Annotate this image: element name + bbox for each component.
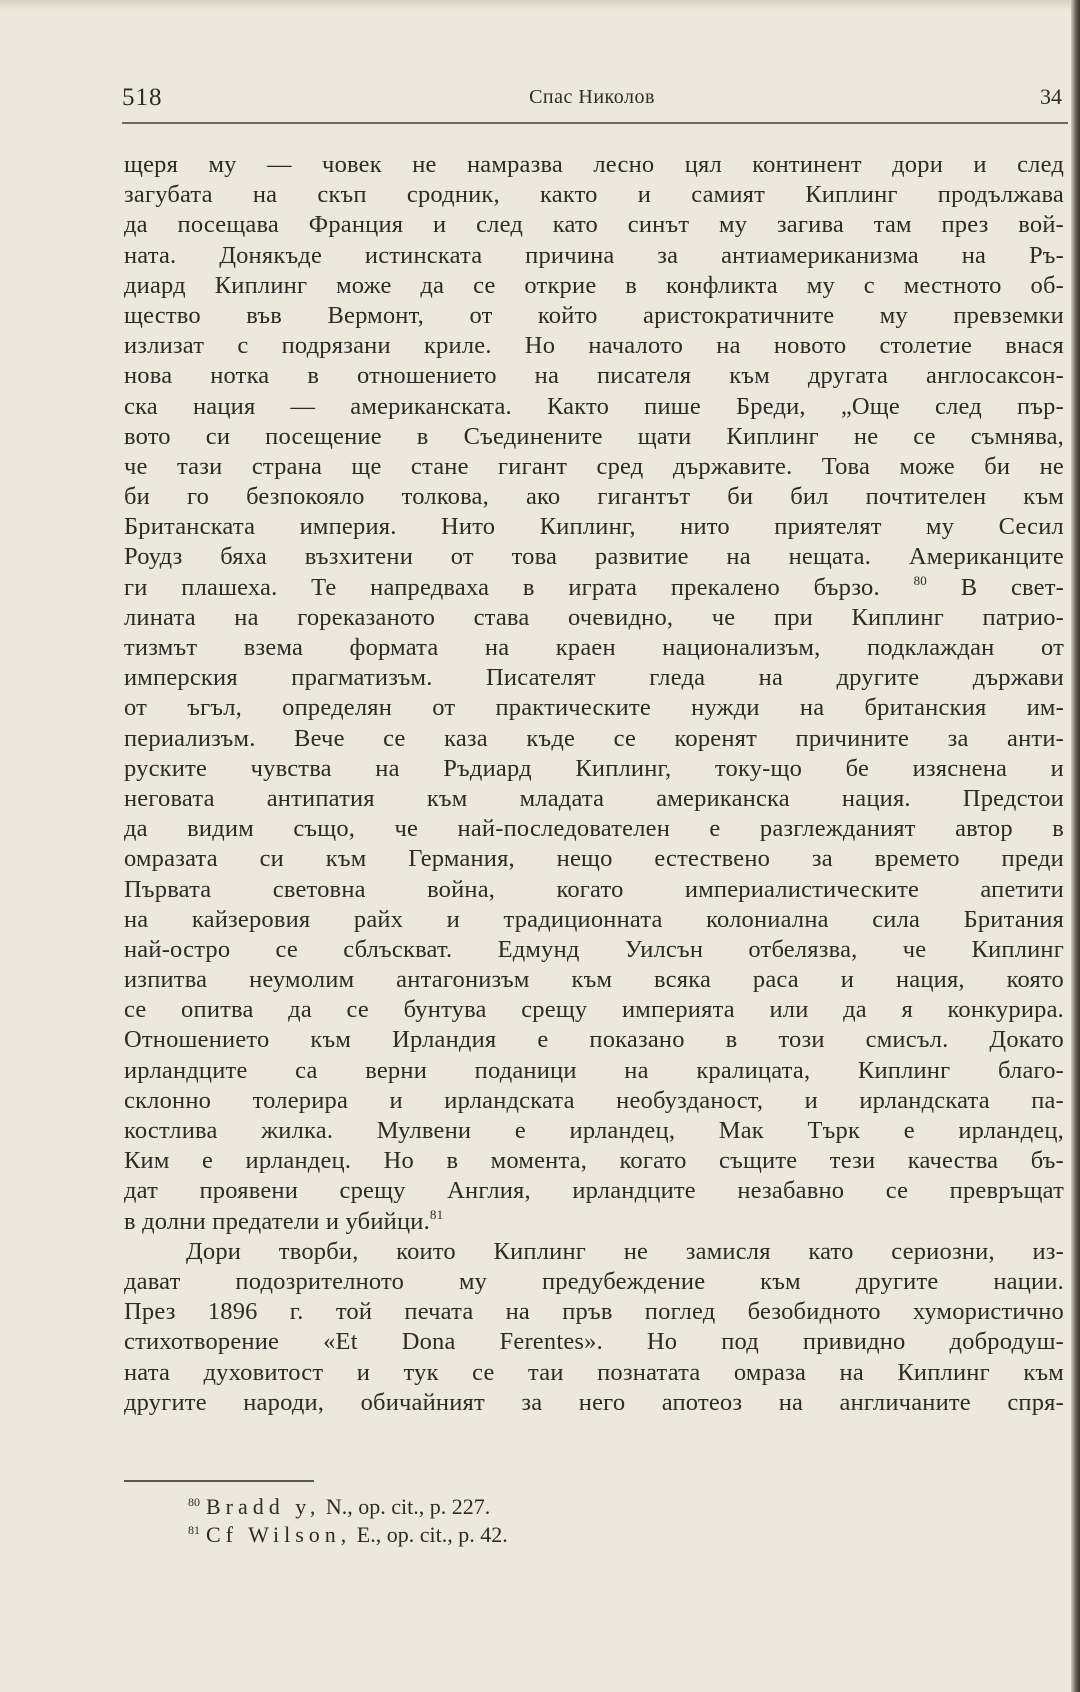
text-line: другите народи, обичайният за него апотеоз на англичаните спря- [124, 1388, 1064, 1416]
footnote-ref-80: 80 [913, 572, 927, 588]
text-line: дават подозрителното му предубеждение към другите нации. [124, 1267, 1064, 1295]
text-line: че тази страна ще стане гигант сред държавите. Това може би не [124, 452, 1064, 480]
text-line: ната. Донякъде истинската причина за антиамериканизма на Ръ- [124, 241, 1064, 269]
text-line: ирландците са верни поданици на кралицата, Киплинг благо- [124, 1056, 1064, 1084]
text-line: диард Киплинг може да се открие в конфликта му с местното об- [124, 271, 1064, 299]
footnote-text: N., op. cit., p. 227. [320, 1494, 491, 1519]
text-line-content: ги плашеха. Те напредваха в играта прекалено бързо. [124, 573, 880, 601]
text-line: лината на гореказаното става очевидно, че при Киплинг патрио- [124, 603, 1064, 631]
text-line: да посещава Франция и след като синът му загива там през вой- [124, 211, 1064, 239]
text-line: През 1896 г. той печата на пръв поглед безобидното хумористично [124, 1298, 1064, 1326]
footnotes [188, 1493, 508, 1549]
text-line: стихотворение «Et Dona Ferentes». Но под привидно добродуш- [124, 1328, 1064, 1356]
text-line: загубата на скъп сродник, както и самият Киплинг продължава [124, 181, 1064, 209]
text-line: изпитва неумолим антагонизъм към всяка раса и нация, която [124, 966, 1064, 994]
text-line: ска нация — американската. Както пише Бреди, „Още след пър- [124, 392, 1064, 420]
text-line: най-остро се сблъскват. Едмунд Уилсън отбелязва, че Киплинг [124, 935, 1064, 963]
text-line: ната духовитост и тук се таи познатата омраза на Киплинг към [124, 1358, 1064, 1386]
text-line: излизат с подрязани криле. Но началото на новото столетие внася [124, 332, 1064, 360]
text-line: костлива жилка. Мулвени е ирландец, Мак Търк е ирландец, [124, 1117, 1064, 1144]
text-line: Първата световна война, когато империалистическите апетити [124, 875, 1064, 903]
body-text [124, 150, 1064, 1418]
footnote-number: 80 [188, 1495, 200, 1509]
text-line [124, 573, 1064, 603]
text-line: омразата си към Германия, нещо естествено за времето преди [124, 845, 1064, 873]
text-line: вото си посещение в Съединените щати Киплинг не се съмнява, [124, 422, 1064, 450]
text-line: да видим също, че най-последователен е разглежданият автор в [124, 815, 1064, 843]
page-header [122, 82, 1062, 118]
text-line: би го безпокояло толкова, ако гигантът би бил почтителен към [124, 483, 1064, 511]
text-line: Дори творби, които Киплинг не замисля като сериозни, из- [186, 1237, 1064, 1265]
running-title: Спас Николов [529, 86, 655, 108]
footnote-text: E., op. cit., p. 42. [351, 1522, 508, 1547]
footnote-author: Bradd y, [206, 1494, 321, 1519]
text-line: Ким е ирландец. Но в момента, когато същите тези качества бъ- [124, 1147, 1064, 1175]
text-line: от ъгъл, определян от практическите нужди на британския им- [124, 694, 1064, 722]
footnote-author: Cf Wilson, [206, 1522, 352, 1547]
text-line [124, 1207, 1064, 1237]
footnote-80 [188, 1493, 508, 1521]
text-line: нова нотка в отношението на писателя към другата англосаксон- [124, 362, 1064, 390]
text-line: имперския прагматизъм. Писателят гледа на другите държави [124, 664, 1064, 692]
text-line: щеря му — човек не намразва лесно цял континент дори и след [124, 151, 1064, 178]
header-corner-mark: 34 [1040, 84, 1062, 109]
text-line: дат проявени срещу Англия, ирландците незабавно се превръщат [124, 1177, 1064, 1205]
text-line: тизмът взема формата на краен национализъм, подклаждан от [124, 634, 1064, 661]
text-line: щество във Вермонт, от който аристократичните му превземки [124, 301, 1064, 329]
text-line: Роудз бяха възхитени от това развитие на нещата. Американците [124, 543, 1064, 571]
page-number: 518 [122, 84, 163, 111]
text-line-content: в долни предатели и убийци. [124, 1207, 430, 1235]
text-line: Британската империя. Нито Киплинг, нито приятелят му Сесил [124, 513, 1064, 541]
footnote-81 [188, 1521, 508, 1549]
header-rule [122, 122, 1068, 124]
text-line: се опитва да се бунтува срещу империята или да я конкурира. [124, 996, 1064, 1024]
page-binding-edge [1071, 0, 1080, 1692]
page-top-shadow [0, 0, 1080, 10]
text-line: Отношението към Ирландия е показано в този смисъл. Докато [124, 1026, 1064, 1054]
text-line-tail: В свет- [960, 573, 1065, 601]
text-line: неговата антипатия към младата американска нация. Предстои [124, 784, 1064, 812]
text-line: на кайзеровия райх и традиционната колониална сила Британия [124, 905, 1064, 933]
footnote-rule [124, 1480, 314, 1482]
footnote-number: 81 [188, 1523, 200, 1537]
text-line: склонно толерира и ирландската необузданост, и ирландската па- [124, 1086, 1064, 1114]
footnote-ref-81: 81 [429, 1206, 444, 1222]
text-line: руските чувства на Ръдиард Киплинг, току-що бе изяснена и [124, 754, 1064, 782]
text-line: периализъм. Вече се каза къде се коренят причините за анти- [124, 724, 1064, 752]
